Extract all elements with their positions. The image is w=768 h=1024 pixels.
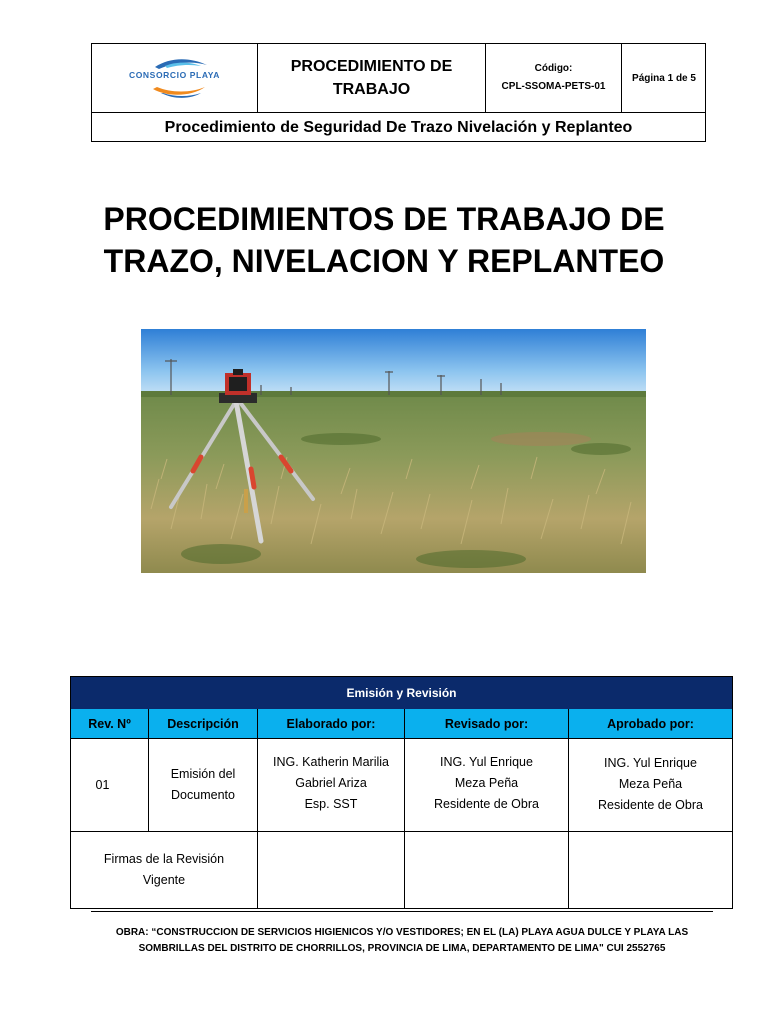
signature-approved-by[interactable] [569,832,732,908]
footer-project-info [91,925,713,957]
reviewed-by-line2: Meza Peña [454,776,519,790]
cell-approved-by [569,739,732,832]
col-header-rev: Rev. Nº [71,709,149,739]
procedure-title-line1: PROCEDIMIENTO DE [290,58,453,75]
approved-by-line2: Meza Peña [618,777,683,791]
prepared-by-line2: Gabriel Ariza [295,776,367,790]
prepared-by-line3: Esp. SST [304,797,358,811]
revision-table [70,676,733,909]
code-value: CPL-SSOMA-PETS-01 [501,81,606,92]
cell-reviewed-by [405,739,569,832]
col-header-description: Descripción [149,709,258,739]
footer-line1: OBRA: “CONSTRUCCION DE SERVICIOS HIGIENICOS Y/O VESTIDORES; EN EL (LA) PLAYA AGUA DULCE Y PLAYA LAS [115,927,689,938]
logo-cell [92,44,258,112]
document-title-line1: PROCEDIMIENTOS DE TRABAJO DE [103,201,665,237]
cell-description [149,739,258,832]
procedure-title-cell [258,44,486,112]
signature-prepared-by[interactable] [258,832,405,908]
page-number: Página 1 de 5 [632,72,696,84]
reviewed-by-line1: ING. Yul Enrique [440,755,533,769]
cell-rev-number [71,739,149,832]
signature-reviewed-by[interactable] [405,832,569,908]
company-logo [115,53,235,103]
rev-number: 01 [95,777,110,792]
footer-divider [91,911,713,912]
procedure-title-line2: TRABAJO [332,81,411,98]
description-line2: Documento [171,788,235,802]
col-header-approved-by: Aprobado por: [569,709,732,739]
signatures-label-line2: Vigente [142,873,186,887]
header-subtitle: Procedimiento de Seguridad De Trazo Nivelación y Replanteo [164,118,633,136]
footer-line2: SOMBRILLAS DEL DISTRITO DE CHORRILLOS, PROVINCIA DE LIMA, DEPARTAMENTO DE LIMA" CUI 2552765 [138,943,666,954]
approved-by-line3: Residente de Obra [598,798,703,812]
code-cell [486,44,622,112]
description-line1: Emisión del [170,767,236,781]
field-survey-photo [141,329,646,573]
page-number-cell [622,44,706,112]
logo-text: CONSORCIO PLAYA [128,70,221,80]
header-top-row [92,44,705,113]
col-header-reviewed-by: Revisado por: [405,709,569,739]
col-header-prepared-by: Elaborado por: [258,709,405,739]
revision-table-title: Emisión y Revisión [71,677,732,709]
cell-signatures-label [71,832,258,908]
prepared-by-line1: ING. Katherin Marilia [272,755,389,769]
signatures-label-line1: Firmas de la Revisión [103,852,225,866]
approved-by-line1: ING. Yul Enrique [604,756,697,770]
document-title-line2: TRAZO, NIVELACION Y REPLANTEO [103,243,665,279]
code-label: Código: [534,63,573,74]
surveying-tripod-photo [141,329,646,573]
cell-prepared-by [258,739,405,832]
reviewed-by-line3: Residente de Obra [434,797,539,811]
document-header [91,43,706,142]
document-title [60,198,708,282]
